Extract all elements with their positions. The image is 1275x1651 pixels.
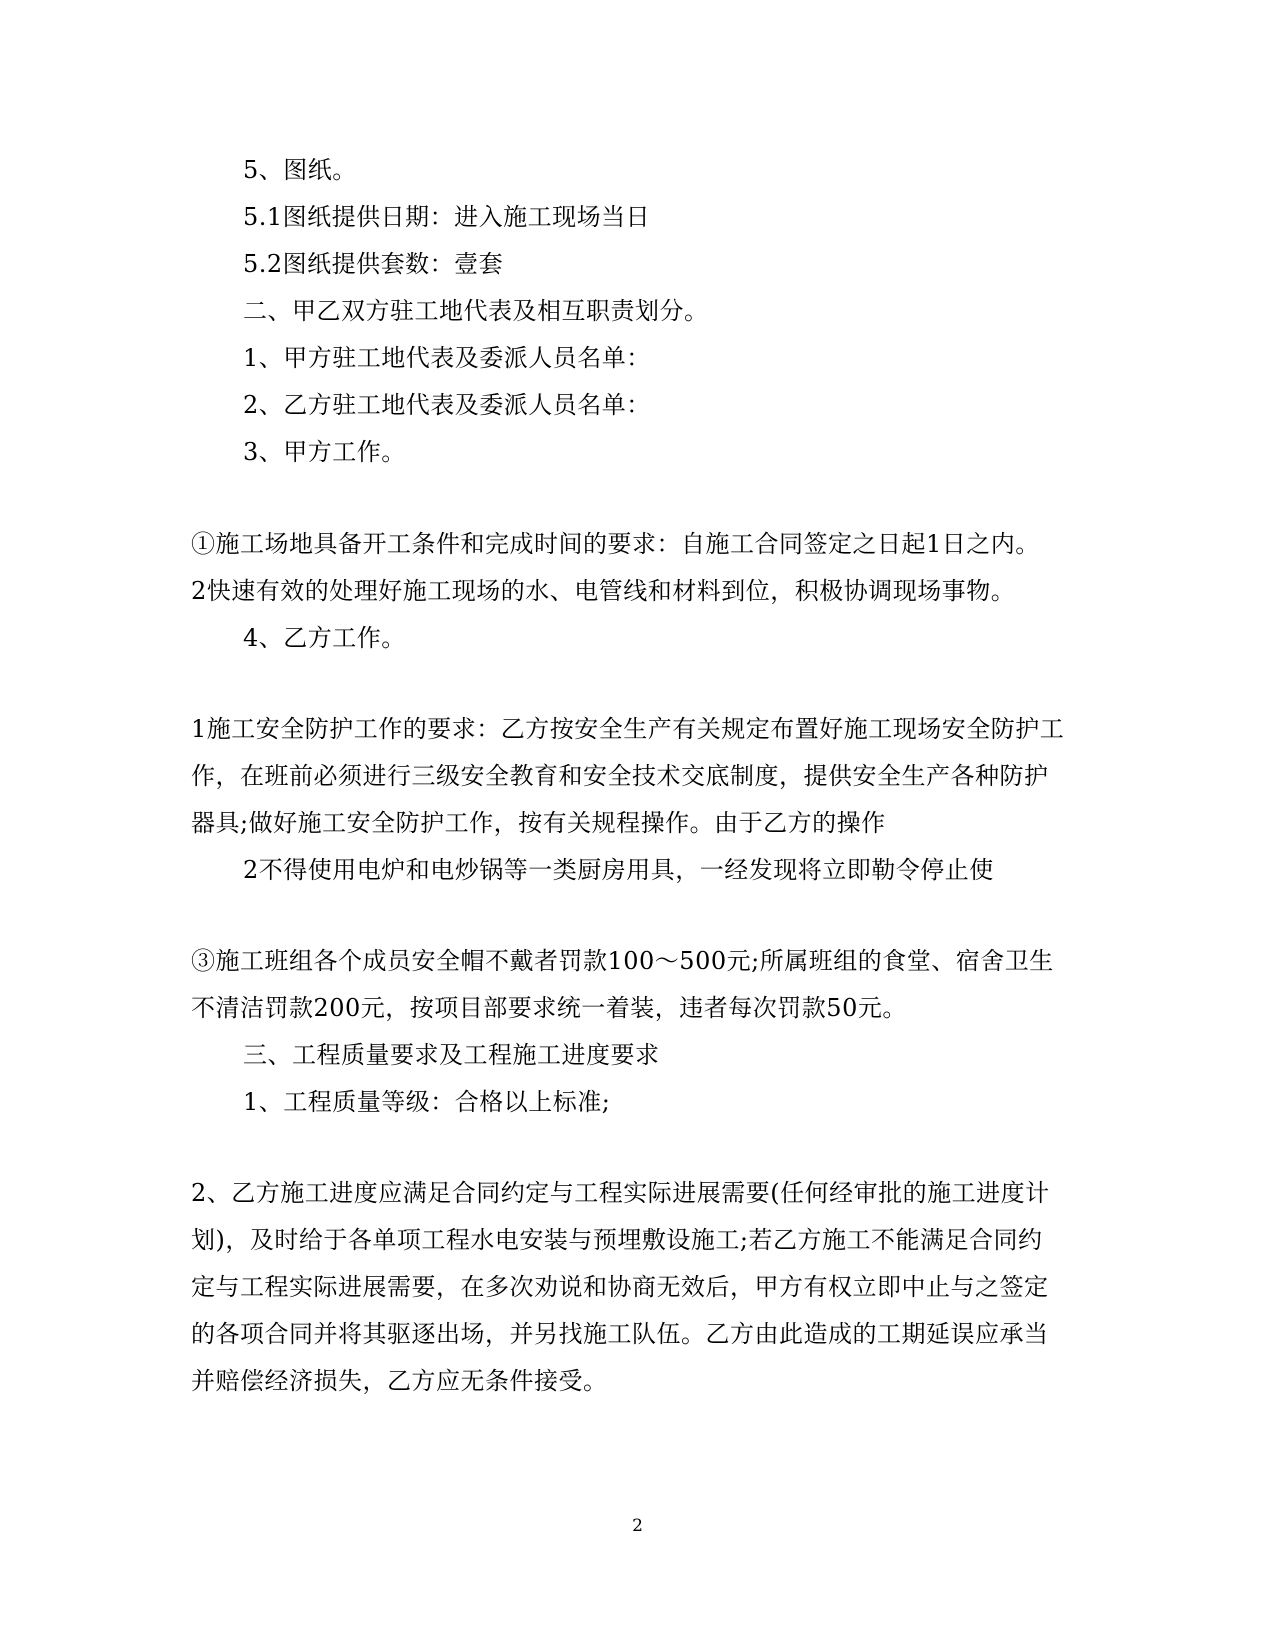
text-line: 2、乙方驻工地代表及委派人员名单： (243, 391, 651, 419)
text-line: 1施工安全防护工作的要求：乙方按安全生产有关规定布置好施工现场安全防护工 (191, 715, 1065, 743)
text-line: 5.1图纸提供日期：进入施工现场当日 (243, 203, 651, 231)
text-line: 2快速有效的处理好施工现场的水、电管线和材料到位，积极协调现场事物。 (191, 577, 1016, 605)
text-line: 器具;做好施工安全防护工作，按有关规程操作。由于乙方的操作 (191, 809, 886, 837)
text-line: 2不得使用电炉和电炒锅等一类厨房用具，一经发现将立即勒令停止使 (243, 856, 994, 884)
text-line: 3、甲方工作。 (243, 438, 406, 466)
text-line: 划)，及时给于各单项工程水电安装与预埋敷设施工;若乙方施工不能满足合同约 (191, 1226, 1043, 1254)
text-line: 4、乙方工作。 (243, 624, 406, 652)
text-line: 2、乙方施工进度应满足合同约定与工程实际进展需要(任何经审批的施工进度计 (191, 1179, 1050, 1207)
text-line: 并赔偿经济损失，乙方应无条件接受。 (191, 1367, 608, 1395)
text-line: 1、甲方驻工地代表及委派人员名单： (243, 344, 651, 372)
section-heading: 二、甲乙双方驻工地代表及相互职责划分。 (243, 297, 709, 325)
text-line: 的各项合同并将其驱逐出场，并另找施工队伍。乙方由此造成的工期延误应承当 (191, 1320, 1049, 1348)
text-line: 5.2图纸提供套数：壹套 (243, 250, 504, 278)
page-number: 2 (632, 1516, 643, 1536)
text-line: 5、图纸。 (243, 156, 357, 184)
text-line: 作，在班前必须进行三级安全教育和安全技术交底制度，提供安全生产各种防护 (191, 762, 1049, 790)
section-heading: 三、工程质量要求及工程施工进度要求 (243, 1041, 660, 1069)
text-line: 不清洁罚款200元，按项目部要求统一着装，违者每次罚款50元。 (191, 994, 907, 1022)
text-line: ③施工班组各个成员安全帽不戴者罚款100～500元;所属班组的食堂、宿舍卫生 (191, 947, 1054, 975)
text-line: 定与工程实际进展需要，在多次劝说和协商无效后，甲方有权立即中止与之签定 (191, 1273, 1049, 1301)
text-line: ①施工场地具备开工条件和完成时间的要求：自施工合同签定之日起1日之内。 (191, 530, 1040, 558)
text-line: 1、工程质量等级：合格以上标准; (243, 1088, 611, 1116)
